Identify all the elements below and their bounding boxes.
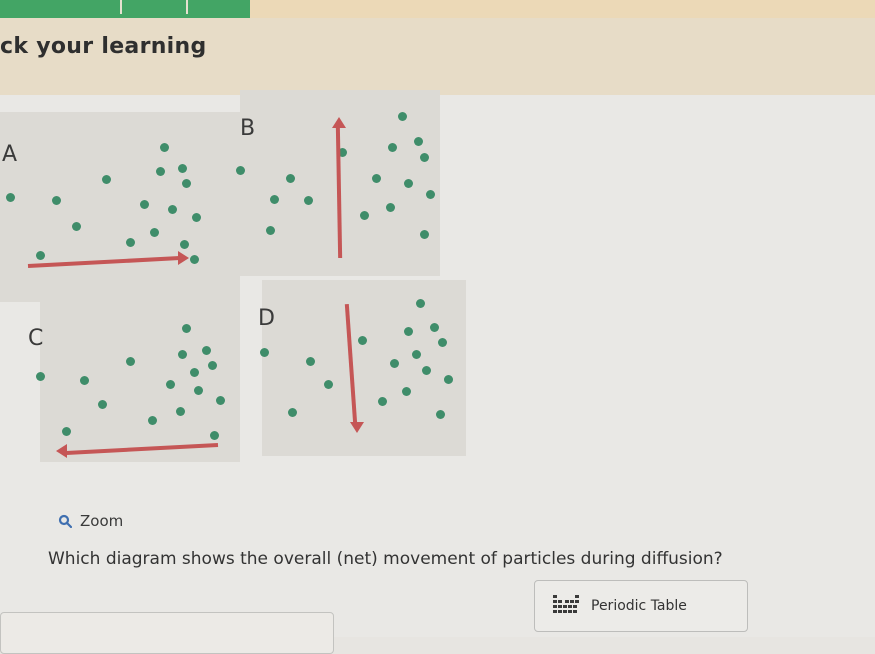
arrowhead: [56, 444, 67, 458]
particle: [378, 397, 387, 406]
particle: [126, 238, 135, 247]
particle: [430, 323, 439, 332]
zoom-button[interactable]: [58, 512, 123, 530]
progress-tick: [120, 0, 122, 14]
particle: [358, 336, 367, 345]
movement-arrow-down: [345, 304, 357, 424]
progress-tick: [186, 0, 188, 14]
particle: [444, 375, 453, 384]
particle: [182, 324, 191, 333]
particle: [62, 427, 71, 436]
particle: [182, 179, 191, 188]
diagram-label: A: [2, 142, 18, 167]
particle: [178, 350, 187, 359]
diagram-b[interactable]: [240, 90, 440, 276]
particle: [180, 240, 189, 249]
particle: [304, 196, 313, 205]
particle: [266, 226, 275, 235]
particle: [260, 348, 269, 357]
periodic-table-button[interactable]: [534, 580, 748, 632]
particle: [176, 407, 185, 416]
particle: [156, 167, 165, 176]
diagram-d[interactable]: [258, 280, 466, 456]
zoom-label: Zoom: [80, 512, 124, 530]
particle: [72, 222, 81, 231]
page-heading: ck your learning: [0, 34, 207, 59]
particle: [168, 205, 177, 214]
particle: [6, 193, 15, 202]
periodic-table-icon: [553, 595, 579, 617]
particle: [324, 380, 333, 389]
particle: [202, 346, 211, 355]
arrowhead: [350, 422, 364, 433]
particle: [416, 299, 425, 308]
question-text: Which diagram shows the overall (net) movement of particles during diffusion?: [48, 549, 723, 569]
particle: [414, 137, 423, 146]
magnifier-icon: [58, 514, 72, 528]
movement-arrow-left: [66, 443, 218, 455]
particle: [404, 327, 413, 336]
particle: [148, 416, 157, 425]
particle: [420, 153, 429, 162]
particle: [390, 359, 399, 368]
movement-arrow-up: [336, 126, 342, 258]
particle: [360, 211, 369, 220]
particle: [102, 175, 111, 184]
particle: [160, 143, 169, 152]
particle: [194, 386, 203, 395]
particle: [190, 368, 199, 377]
particle: [372, 174, 381, 183]
periodic-table-label: Periodic Table: [591, 598, 687, 614]
arrowhead: [332, 117, 346, 128]
particle: [422, 366, 431, 375]
diagram-label: D: [258, 306, 275, 331]
particle: [36, 372, 45, 381]
particle: [286, 174, 295, 183]
particle: [426, 190, 435, 199]
particle: [208, 361, 217, 370]
particle: [438, 338, 447, 347]
particle: [388, 143, 397, 152]
particle: [420, 230, 429, 239]
particle: [140, 200, 149, 209]
particle: [270, 195, 279, 204]
particle: [236, 166, 245, 175]
particle: [210, 431, 219, 440]
particle: [412, 350, 421, 359]
particle: [52, 196, 61, 205]
progress-strip: [0, 0, 250, 20]
particle: [80, 376, 89, 385]
answer-input[interactable]: [0, 612, 334, 654]
diagram-c[interactable]: [28, 300, 240, 462]
arrowhead: [178, 251, 189, 265]
diagram-a[interactable]: [0, 112, 240, 302]
particle: [402, 387, 411, 396]
particle: [98, 400, 107, 409]
particle: [36, 251, 45, 260]
particle: [306, 357, 315, 366]
particle: [178, 164, 187, 173]
particle: [288, 408, 297, 417]
particle: [150, 228, 159, 237]
particle: [166, 380, 175, 389]
particle: [192, 213, 201, 222]
particle: [190, 255, 199, 264]
diagram-label: B: [240, 116, 256, 141]
particle: [398, 112, 407, 121]
diagram-label: C: [28, 326, 44, 351]
particle: [216, 396, 225, 405]
particle: [404, 179, 413, 188]
particle: [436, 410, 445, 419]
particle: [126, 357, 135, 366]
particle: [386, 203, 395, 212]
movement-arrow-right: [28, 256, 180, 268]
